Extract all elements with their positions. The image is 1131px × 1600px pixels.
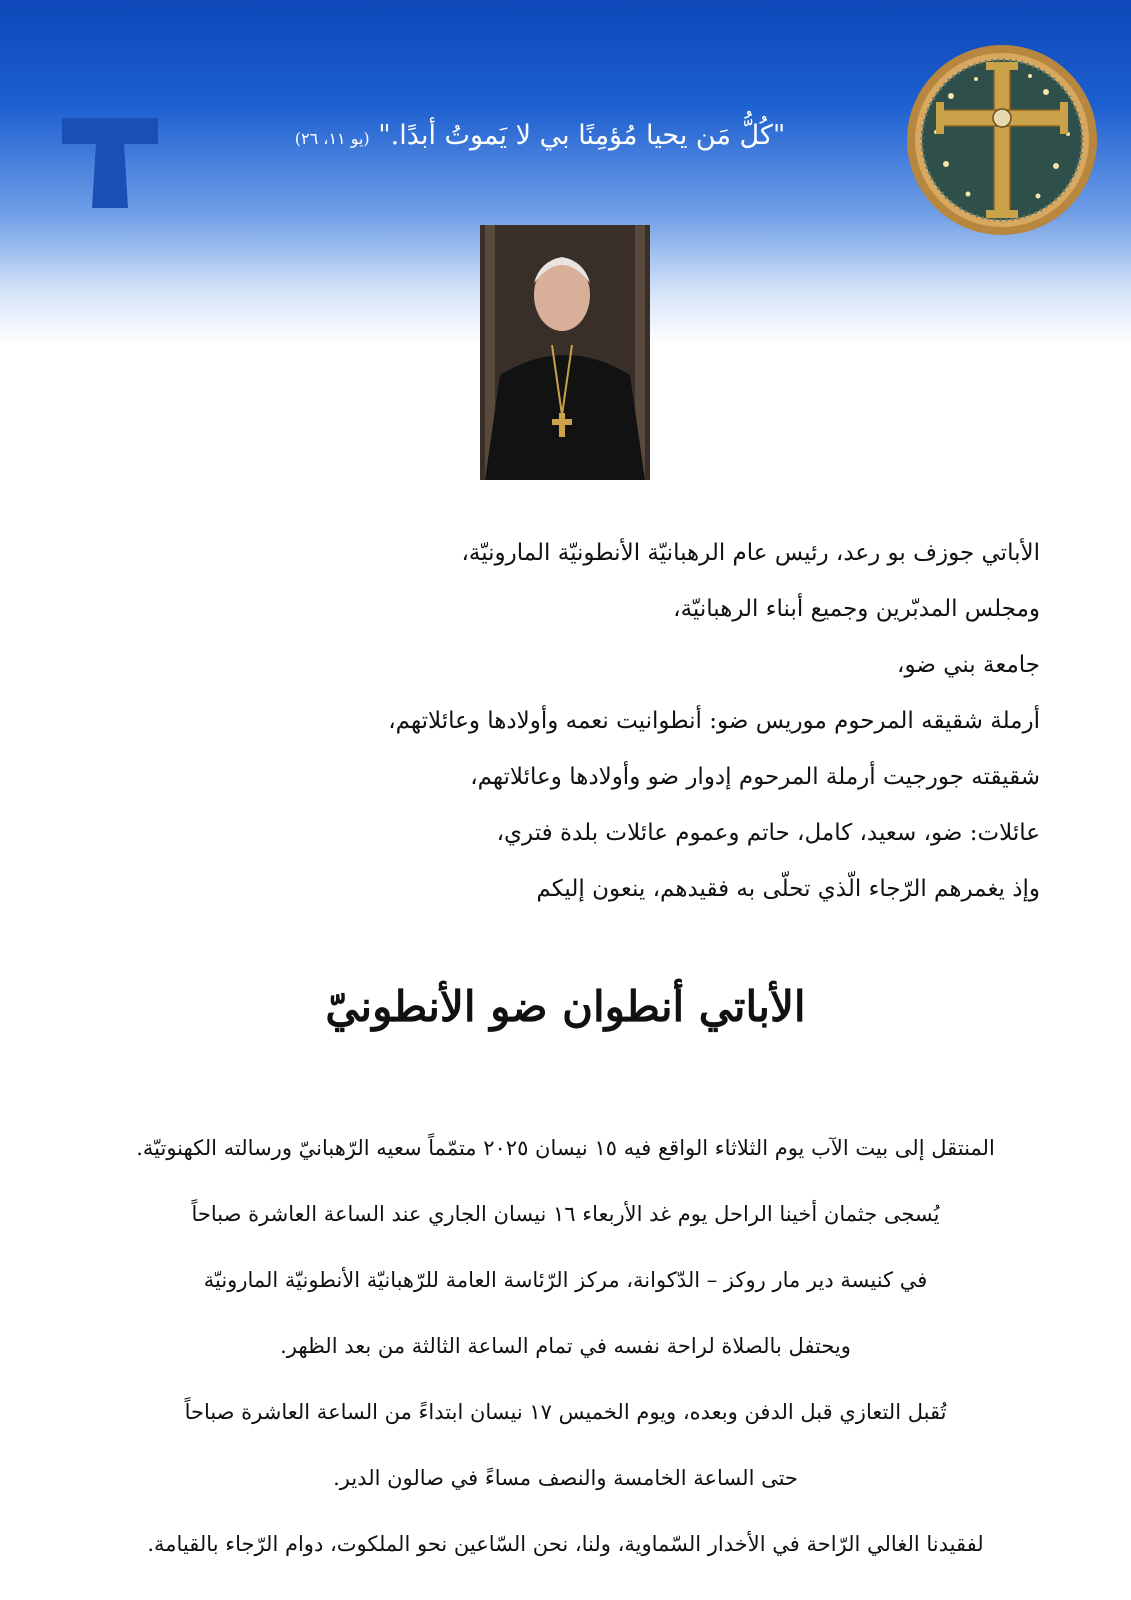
mourner-line: ومجلس المدبّرين وجميع أبناء الرهبانيّة، [673, 596, 1040, 622]
verse-text: "كُلُّ مَن يحيا مُؤمِنًا بي لا يَموتُ أبدًا." [378, 120, 786, 151]
mourner-line: عائلات: ضو، سعيد، كامل، حاتم وعموم عائلات بلدة فتري، [496, 820, 1040, 846]
mourner-line: وإذ يغمرهم الرّجاء الّذي تحلّى به فقيدهم، ينعون إليكم [536, 876, 1040, 902]
cross-medallion-icon [906, 44, 1098, 236]
deceased-name: الأباتي أنطوان ضو الأنطونيّ [325, 982, 806, 1031]
announcement-line: حتى الساعة الخامسة والنصف مساءً في صالون الدير. [333, 1466, 798, 1490]
mourner-line: الأباتي جوزف بو رعد، رئيس عام الرهبانيّة الأنطونيّة المارونيّة، [461, 540, 1040, 566]
announcement-line: المنتقل إلى بيت الآب يوم الثلاثاء الواقع فيه ١٥ نيسان ٢٠٢٥ متمّماً سعيه الرّهبانيّ ورسالته الكهنوتيّة. [136, 1136, 995, 1160]
scripture-verse [230, 108, 850, 164]
announcement-line: لفقيدنا الغالي الرّاحة في الأخدار السّماوية، ولنا، نحن السّاعين نحو الملكوت، دوام الرّجاء بالقيامة. [147, 1532, 984, 1556]
mourners-list [320, 525, 1040, 917]
deceased-portrait [480, 225, 650, 480]
announcement-line: تُقبل التعازي قبل الدفن وبعده، ويوم الخميس ١٧ نيسان ابتداءً من الساعة العاشرة صباحاً [184, 1400, 947, 1424]
tau-cross-logo-icon [62, 118, 158, 214]
announcement-line: يُسجى جثمان أخينا الراحل يوم غد الأربعاء ١٦ نيسان الجاري عند الساعة العاشرة صباحاً [191, 1202, 940, 1226]
announcement-line: ويحتفل بالصلاة لراحة نفسه في تمام الساعة الثالثة من بعد الظهر. [280, 1334, 851, 1358]
announcement-line: في كنيسة دير مار روكز – الدّكوانة، مركز الرّئاسة العامة للرّهبانيّة الأنطونيّة المارونيّة [203, 1268, 928, 1292]
mourner-line: شقيقته جورجيت أرملة المرحوم إدوار ضو وأولادها وعائلاتهم، [470, 764, 1040, 790]
funeral-announcement [80, 1115, 1051, 1577]
verse-reference: (يو ١١، ٢٦) [294, 129, 370, 148]
mourner-line: جامعة بني ضو، [897, 652, 1040, 678]
portrait-image [480, 225, 650, 480]
mourner-line: أرملة شقيقه المرحوم موريس ضو: أنطوانيت نعمه وأولادها وعائلاتهم، [388, 708, 1040, 734]
